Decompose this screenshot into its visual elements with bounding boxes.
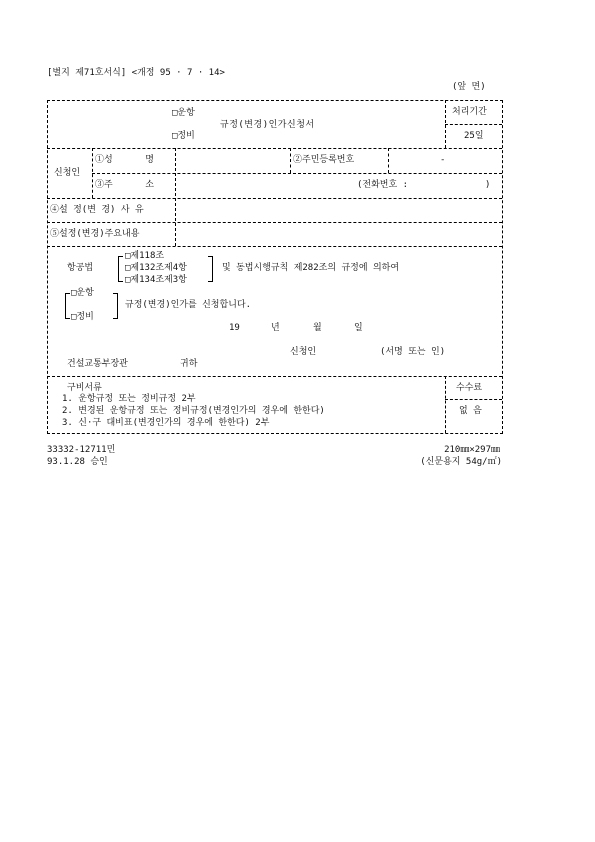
title-option-operation: □운항 (172, 108, 195, 118)
request-text: 규정(변경)인가를 신청합니다. (125, 300, 252, 310)
date-year-unit: 년 (271, 323, 280, 333)
phone-label: (전화번호 : (357, 180, 409, 190)
name-value-border (290, 148, 291, 173)
reason-label: ④설 정(변 경) 사 유 (50, 205, 144, 215)
title-row-divider (47, 148, 502, 149)
date-month-unit: 월 (313, 323, 322, 333)
content-label: ⑤설정(변경)주요내용 (50, 229, 140, 239)
applicant-row-divider (47, 198, 502, 199)
form-code: 33332-12711민 (47, 445, 116, 455)
honorific: 귀하 (180, 359, 198, 369)
body-option-maintenance: □정비 (71, 312, 94, 322)
form-number: [별지 제71호서식] <개정 95 · 7 · 14> (47, 68, 225, 78)
processing-period-label: 처리기간 (452, 107, 487, 117)
date-year: 19 (229, 323, 240, 333)
name-label: ①성 명 (95, 155, 154, 165)
processing-period-value: 25일 (464, 131, 484, 141)
article-bracket-left (118, 256, 123, 282)
law-suffix-text: 및 동법시행규칙 제282조의 규정에 의하여 (222, 263, 400, 273)
content-row-divider (47, 246, 502, 247)
fee-label: 수수료 (456, 383, 483, 393)
address-label: ③주 소 (95, 180, 154, 190)
reason-row-divider (47, 222, 502, 223)
phone-label-close: ) (485, 180, 491, 190)
rrn-label: ②주민등록번호 (293, 155, 355, 165)
addressee: 건설교통부장관 (67, 359, 128, 369)
approval-date: 93.1.28 승인 (47, 457, 108, 467)
applicant-mid-divider (92, 173, 502, 174)
period-cell-divider (445, 124, 502, 125)
applicant-label-border (92, 148, 93, 198)
fee-cell-divider (445, 399, 502, 400)
rrn-label-border (388, 148, 389, 173)
option-bracket-right (113, 293, 118, 319)
date-day-unit: 일 (354, 323, 363, 333)
article-134-3: □제134조제3항 (125, 275, 187, 285)
paper-size: 210㎜×297㎜ (444, 445, 500, 455)
applicant-label: 신청인 (54, 168, 81, 178)
law-label: 항공법 (67, 263, 94, 273)
page-side-label: (앞 면) (452, 82, 486, 92)
fee-cell-border (445, 376, 446, 433)
document-item: 1. 운항규정 또는 정비규정 2부 (62, 394, 196, 404)
option-bracket-left (65, 293, 70, 319)
field-label-border (175, 148, 176, 246)
article-118: □제118조 (125, 251, 165, 261)
article-bracket-right (208, 256, 213, 282)
article-132-4: □제132조제4항 (125, 263, 187, 273)
fee-value: 없 음 (459, 406, 482, 416)
documents-label: 구비서류 (67, 383, 102, 393)
form-title: 규정(변경)인가신청서 (220, 120, 315, 130)
rrn-separator: - (440, 155, 446, 165)
document-item: 2. 변경된 운항규정 또는 정비규정(변경인가의 경우에 한한다) (62, 406, 325, 416)
signature-note: (서명 또는 인) (380, 347, 446, 357)
body-row-divider (47, 376, 502, 377)
signer-label: 신청인 (290, 347, 317, 357)
period-cell-border (445, 100, 446, 148)
title-option-maintenance: □정비 (172, 131, 195, 141)
body-option-operation: □운항 (71, 288, 94, 298)
paper-type: (신문용지 54g/㎡) (420, 457, 502, 467)
document-item: 3. 신·구 대비표(변경인가의 경우에 한한다) 2부 (62, 418, 270, 428)
